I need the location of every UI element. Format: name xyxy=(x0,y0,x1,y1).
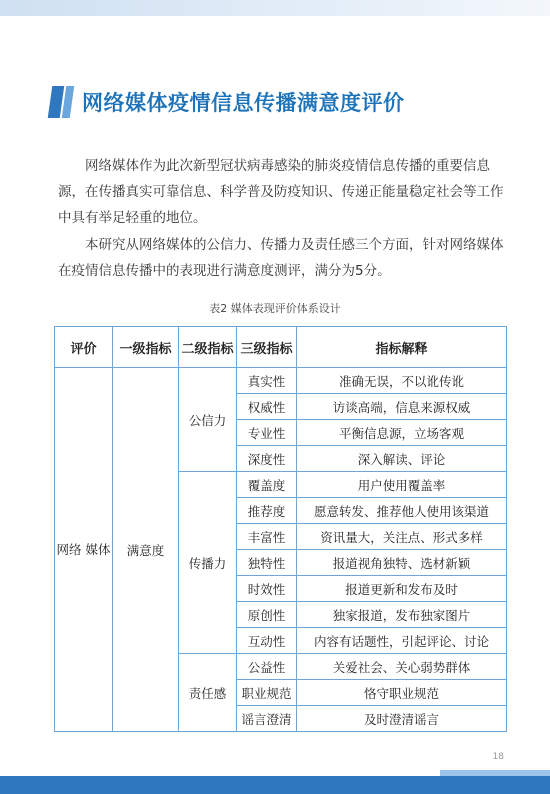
header-cell: 评价 xyxy=(55,327,113,368)
explain-cell: 准确无误，不以讹传讹 xyxy=(297,368,507,394)
explain-cell: 关爱社会、关心弱势群体 xyxy=(297,654,507,680)
top-decor-band xyxy=(0,0,550,16)
level3-cell: 专业性 xyxy=(237,420,297,446)
level3-cell: 丰富性 xyxy=(237,524,297,550)
level3-cell: 公益性 xyxy=(237,654,297,680)
table-caption: 表2 媒体表现评价体系设计 xyxy=(209,302,341,315)
level2-cell: 公信力 xyxy=(179,368,237,472)
table-header-row xyxy=(55,327,507,368)
explain-cell: 报道更新和发布及时 xyxy=(297,576,507,602)
page-number: 18 xyxy=(492,752,504,762)
paragraph-method: 本研究从网络媒体的公信力、传播力及责任感三个方面，针对网络媒体在疫情信息传播中的表现进行满意度测评，满分为5分。 xyxy=(58,237,504,279)
table-row xyxy=(55,368,507,394)
level1-cell: 满意度 xyxy=(113,368,179,732)
level3-cell: 推荐度 xyxy=(237,498,297,524)
level2-cell: 责任感 xyxy=(179,654,237,732)
page-title: 网络媒体疫情信息传播满意度评价 xyxy=(82,91,405,115)
explain-cell: 及时澄清谣言 xyxy=(297,706,507,732)
explain-cell: 访谈高端，信息来源权威 xyxy=(297,394,507,420)
bottom-decor-band xyxy=(0,776,550,794)
evaluation-table xyxy=(54,326,507,732)
level3-cell: 真实性 xyxy=(237,368,297,394)
header-cell: 指标解释 xyxy=(297,327,507,368)
header-cell: 一级指标 xyxy=(113,327,179,368)
title-accent-bar-light xyxy=(62,86,74,118)
explain-cell: 内容有话题性，引起评论、讨论 xyxy=(297,628,507,654)
eval-subject-cell: 网络 媒体 xyxy=(55,368,113,732)
explain-cell: 用户使用覆盖率 xyxy=(297,472,507,498)
explain-cell: 恪守职业规范 xyxy=(297,680,507,706)
section-header xyxy=(50,84,520,120)
level3-cell: 深度性 xyxy=(237,446,297,472)
explain-cell: 愿意转发、推荐他人使用该渠道 xyxy=(297,498,507,524)
level3-cell: 独特性 xyxy=(237,550,297,576)
level3-cell: 职业规范 xyxy=(237,680,297,706)
level3-cell: 互动性 xyxy=(237,628,297,654)
paragraph-intro: 网络媒体作为此次新型冠状病毒感染的肺炎疫情信息传播的重要信息源，在传播真实可靠信息、科学普及防疫知识、传递正能量稳定社会等工作中具有举足轻重的地位。 xyxy=(58,158,504,226)
level3-cell: 时效性 xyxy=(237,576,297,602)
header-cell: 二级指标 xyxy=(179,327,237,368)
explain-cell: 报道视角独特、选材新颖 xyxy=(297,550,507,576)
explain-cell: 资讯量大，关注点、形式多样 xyxy=(297,524,507,550)
level3-cell: 谣言澄清 xyxy=(237,706,297,732)
header-cell: 三级指标 xyxy=(237,327,297,368)
level3-cell: 原创性 xyxy=(237,602,297,628)
explain-cell: 独家报道，发布独家图片 xyxy=(297,602,507,628)
explain-cell: 深入解读、评论 xyxy=(297,446,507,472)
level3-cell: 覆盖度 xyxy=(237,472,297,498)
explain-cell: 平衡信息源，立场客观 xyxy=(297,420,507,446)
level3-cell: 权威性 xyxy=(237,394,297,420)
level2-cell: 传播力 xyxy=(179,472,237,654)
